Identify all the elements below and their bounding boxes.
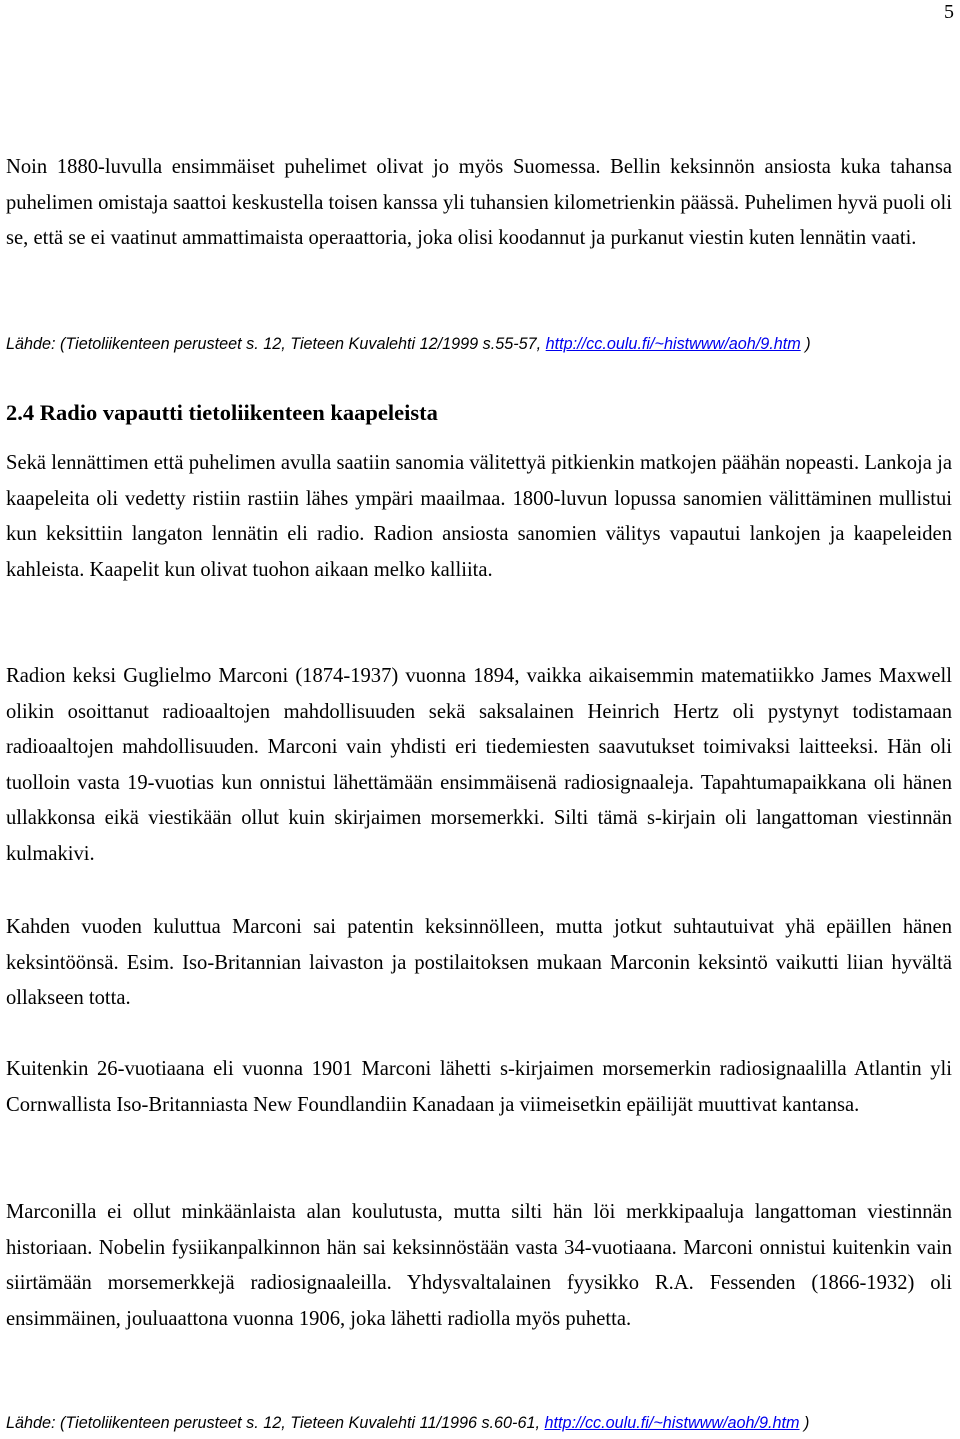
source-citation-2-link[interactable]: http://cc.oulu.fi/~histwww/aoh/9.htm: [544, 1414, 800, 1432]
source-citation-2: [6, 1412, 809, 1434]
paragraph-marconi-patent: Kahden vuoden kuluttua Marconi sai patentin keksinnölleen, mutta jotkut suhtautuivat yhä epäillen hänen keksintöönsä. Esim. Iso-Britannian laivaston ja postilaitoksen mukaan Marconin keksintö vaikutti liian hyvältä ollakseen totta.: [6, 916, 952, 1009]
source-citation-1-suffix: ): [800, 335, 811, 353]
source-citation-2-text: Lähde: (Tietoliikenteen perusteet s. 12, Tieteen Kuvalehti 11/1996 s.60-61,: [6, 1414, 545, 1432]
source-citation-2-suffix: ): [799, 1414, 810, 1432]
page-number: 5: [944, 1, 954, 23]
source-citation-1-link[interactable]: http://cc.oulu.fi/~histwww/aoh/9.htm: [545, 335, 801, 353]
paragraph-telephone-finland: Noin 1880-luvulla ensimmäiset puhelimet olivat jo myös Suomessa. Bellin keksinnön ansiosta kuka tahansa puhelimen omistaja saattoi keskustella toisen kanssa yli tuhansien kilometrienkin päässä. Puhelimen hyvä puoli oli se, että se ei vaatinut ammattimaista operaattoria, joka olisi koodannut ja purkanut viestin kuten lennätin vaati.: [6, 156, 952, 249]
paragraph-radio-intro: Sekä lennättimen että puhelimen avulla saatiin sanomia välitettyä pitkienkin matkojen päähän nopeasti. Lankoja ja kaapeleita oli vedetty ristiin rastiin lähes ympäri maailmaa. 1800-luvun lopussa sanomien välittäminen mullistui kun keksittiin langaton lennätin eli radio. Radion ansiosta sanomien välitys vapautui lankojen ja kaapeleiden kahleista. Kaapelit kun olivat tuohon aikaan melko kalliita.: [6, 452, 952, 581]
source-citation-1-text: Lähde: (Tietoliikenteen perusteet s. 12, Tieteen Kuvalehti 12/1999 s.55-57,: [6, 335, 546, 353]
source-citation-1: [6, 333, 811, 355]
paragraph-marconi-legacy: Marconilla ei ollut minkäänlaista alan koulutusta, mutta silti hän löi merkkipaaluja langattoman viestinnän historiaan. Nobelin fysiikanpalkinnon hän sai keksinnöstään vasta 34-vuotiaana. Marconi onnistui kuitenkin vain siirtämään morsemerkkejä radiosignaaleilla. Yhdysvaltalainen fyysikko R.A. Fessenden (1866-1932) oli ensimmäinen, jouluaattona vuonna 1906, joka lähetti radiolla myös puhetta.: [6, 1201, 952, 1330]
section-heading: 2.4 Radio vapautti tietoliikenteen kaapeleista: [6, 400, 438, 425]
paragraph-atlantic-transmission: Kuitenkin 26-vuotiaana eli vuonna 1901 Marconi lähetti s-kirjaimen morsemerkin radiosignaalilla Atlantin yli Cornwallista Iso-Britanniasta New Foundlandiin Kanadaan ja viimeisetkin epäilijät muuttivat kantansa.: [6, 1058, 952, 1116]
paragraph-marconi-invention: Radion keksi Guglielmo Marconi (1874-1937) vuonna 1894, vaikka aikaisemmin matematiikko James Maxwell olikin osoittanut radioaaltojen mahdollisuuden sekä saksalainen Heinrich Hertz oli pystynyt todistamaan radioaaltojen mahdollisuuden. Marconi vain yhdisti eri tiedemiesten saavutukset toimivaksi laitteeksi. Hän oli tuolloin vasta 19-vuotias kun onnistui lähettämään ensimmäisenä radiosignaaleja. Tapahtumapaikkana oli hänen ullakkonsa eikä viestikään ollut kuin skirjaimen morsemerkki. Silti tämä s-kirjain oli langattoman viestinnän kulmakivi.: [6, 665, 952, 865]
